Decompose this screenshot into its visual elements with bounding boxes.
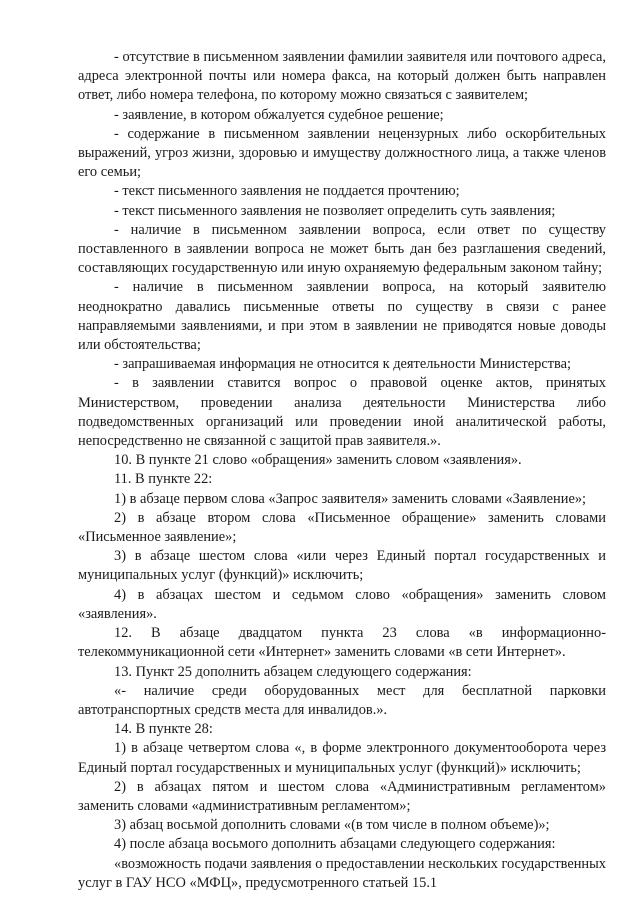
paragraph-22: 3) абзац восьмой дополнить словами «(в том числе в полном объеме)»; <box>114 817 550 834</box>
paragraph-6: - наличие в письменном заявлении вопроса, если ответ по существу поставленного в заявлении вопроса не может быть дан без разглашения сведений, составляющих государственную или иную охраняемую федеральным законом тайну; <box>78 221 606 277</box>
paragraph-4: - текст письменного заявления не поддается прочтению; <box>114 183 460 200</box>
paragraph-18: «- наличие среди оборудованных мест для бесплатной парковки автотранспортных средств места для инвалидов.». <box>78 682 606 718</box>
paragraph-20: 1) в абзаце четвертом слова «, в форме электронного документооборота через Единый портал государственных и муниципальных услуг (функций)» исключить; <box>78 740 606 776</box>
paragraph-8: - запрашиваемая информация не относится к деятельности Министерства; <box>114 356 572 373</box>
paragraph-16: 12. В абзаце двадцатом пункта 23 слова «в информационно-телекоммуникационной сети «Интернет» заменить словами «в сети Интернет». <box>78 625 606 661</box>
paragraph-23: 4) после абзаца восьмого дополнить абзацами следующего содержания: <box>114 836 556 853</box>
paragraph-1: - отсутствие в письменном заявлении фамилии заявителя или почтового адреса, адреса электронной почты или номера факса, на который должен быть направлен ответ, либо номера телефона, по которому можно связаться с заявителем; <box>78 49 606 104</box>
paragraph-9: - в заявлении ставится вопрос о правовой оценке актов, принятых Министерством, проведении анализа деятельности Министерства либо подведомственных организаций или проведении иной аналитической работы, непосредственно не связанной с защитой прав заявителя.». <box>78 375 606 450</box>
paragraph-10: 10. В пункте 21 слово «обращения» заменить словом «заявления». <box>114 452 522 469</box>
paragraph-12: 1) в абзаце первом слова «Запрос заявителя» заменить словами «Заявление»; <box>114 490 587 507</box>
paragraph-11: 11. В пункте 22: <box>114 471 213 488</box>
paragraph-21: 2) в абзацах пятом и шестом слова «Административным регламентом» заменить словами «административным регламентом»; <box>78 778 606 814</box>
paragraph-15: 4) в абзацах шестом и седьмом слово «обращения» заменить словом «заявления». <box>78 586 606 622</box>
paragraph-19: 14. В пункте 28: <box>114 721 213 738</box>
paragraph-3: - содержание в письменном заявлении нецензурных либо оскорбительных выражений, угроз жизни, здоровью и имуществу должностного лица, а также членов его семьи; <box>78 125 606 181</box>
paragraph-24: «возможность подачи заявления о предоставлении нескольких государственных услуг в ГАУ НСО «МФЦ», предусмотренного статьей 15.1 <box>78 855 606 891</box>
paragraph-5: - текст письменного заявления не позволяет определить суть заявления; <box>114 202 556 219</box>
paragraph-17: 13. Пункт 25 дополнить абзацем следующего содержания: <box>114 663 472 680</box>
paragraph-2: - заявление, в котором обжалуется судебное решение; <box>114 106 444 123</box>
paragraph-7: - наличие в письменном заявлении вопроса, на который заявителю неоднократно давались письменные ответы по существу в связи с ранее направляемыми заявлениями, и при этом в заявлении не приводятся новые доводы или обстоятельства; <box>78 279 606 354</box>
paragraph-13: 2) в абзаце втором слова «Письменное обращение» заменить словами «Письменное заявление»; <box>78 509 606 546</box>
document-page <box>78 48 606 893</box>
paragraph-14: 3) в абзаце шестом слова «или через Единый портал государственных и муниципальных услуг (функций)» исключить; <box>78 548 606 584</box>
